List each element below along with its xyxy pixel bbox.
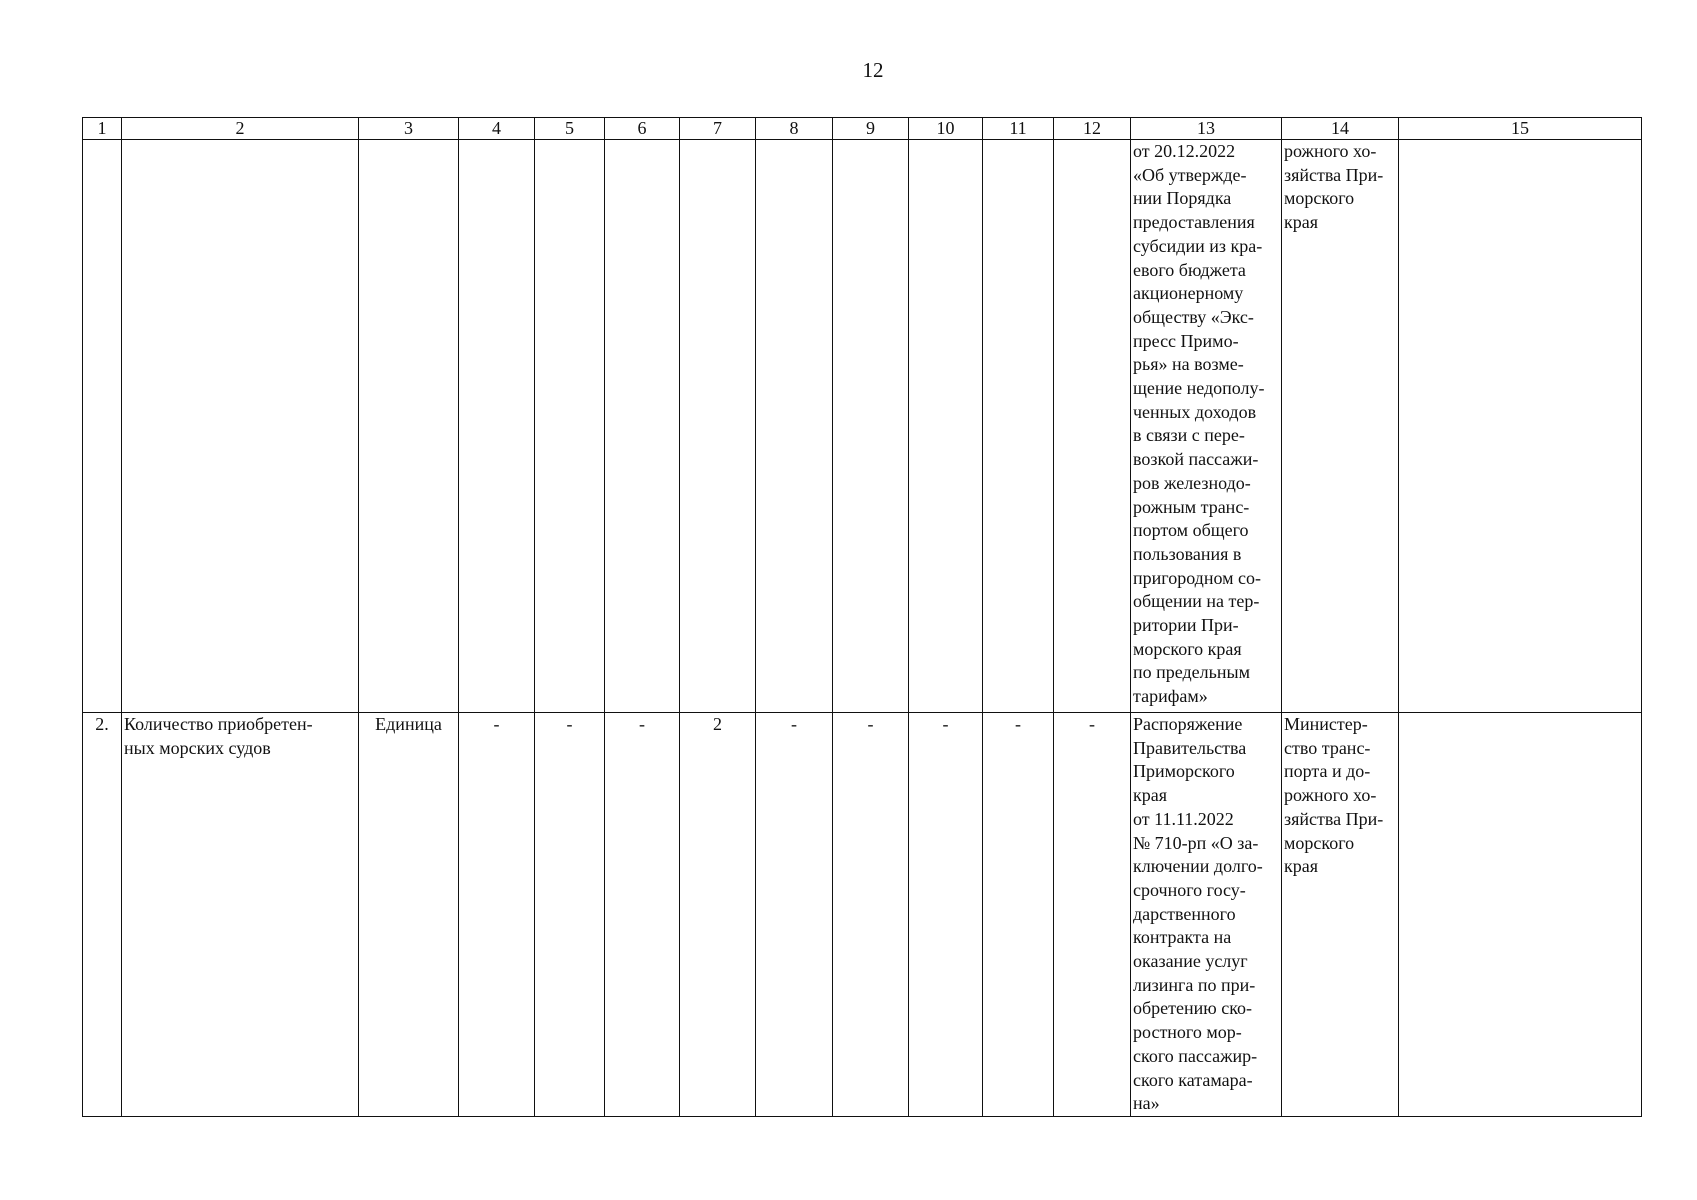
value-cell-12: - — [1054, 713, 1131, 1117]
header-cell-6: 6 — [605, 118, 680, 140]
value-cell-11: - — [983, 713, 1054, 1117]
value-cell-7: 2 — [680, 713, 756, 1117]
unit-cell: Единица — [359, 713, 459, 1117]
value-cell-12 — [1054, 140, 1131, 713]
responsible-body-cell: Министер- ство транс- порта и до- рожного хо- зяйства При- морского края — [1282, 713, 1399, 1117]
header-cell-9: 9 — [833, 118, 909, 140]
header-cell-14: 14 — [1282, 118, 1399, 140]
header-cell-1: 1 — [83, 118, 122, 140]
basis-document-cell: Распоряжение Правительства Приморского края от 11.11.2022 № 710-рп «О за- ключении долго- срочного госу- дарственного контракта на оказание услуг лизинга по при- обретению ско- ростного мор- ского пассажир- ского катамара- на» — [1131, 713, 1282, 1117]
header-cell-5: 5 — [535, 118, 605, 140]
unit-cell — [359, 140, 459, 713]
header-cell-13: 13 — [1131, 118, 1282, 140]
value-cell-4: - — [459, 713, 535, 1117]
header-row — [83, 118, 1642, 140]
header-cell-15: 15 — [1399, 118, 1642, 140]
responsible-body-cell: рожного хо- зяйства При- морского края — [1282, 140, 1399, 713]
indicator-name-cell — [122, 140, 359, 713]
header-cell-4: 4 — [459, 118, 535, 140]
data-table — [82, 117, 1642, 1117]
value-cell-5 — [535, 140, 605, 713]
notes-cell — [1399, 713, 1642, 1117]
header-cell-8: 8 — [756, 118, 833, 140]
value-cell-6 — [605, 140, 680, 713]
row-number-cell — [83, 140, 122, 713]
value-cell-8 — [756, 140, 833, 713]
table-row — [83, 140, 1642, 713]
value-cell-10 — [909, 140, 983, 713]
row-number-cell: 2. — [83, 713, 122, 1117]
header-cell-2: 2 — [122, 118, 359, 140]
value-cell-11 — [983, 140, 1054, 713]
value-cell-7 — [680, 140, 756, 713]
page-number: 12 — [862, 58, 884, 82]
header-cell-10: 10 — [909, 118, 983, 140]
value-cell-5: - — [535, 713, 605, 1117]
value-cell-8: - — [756, 713, 833, 1117]
value-cell-6: - — [605, 713, 680, 1117]
value-cell-9: - — [833, 713, 909, 1117]
table-row — [83, 713, 1642, 1117]
header-cell-12: 12 — [1054, 118, 1131, 140]
notes-cell — [1399, 140, 1642, 713]
value-cell-9 — [833, 140, 909, 713]
indicator-name-cell: Количество приобретен- ных морских судов — [122, 713, 359, 1117]
header-cell-11: 11 — [983, 118, 1054, 140]
value-cell-10: - — [909, 713, 983, 1117]
basis-document-cell: от 20.12.2022 «Об утвержде- нии Порядка предоставления субсидии из кра- евого бюджета акционерному обществу «Экс- пресс Примо- рья» на возме- щение недополу- ченных доходов в связи с пере- возкой пассажи- ров железнодо- рожным транс- портом общего пользования в пригородном со- общении на тер- ритории При- морского края по предельным тарифам» — [1131, 140, 1282, 713]
value-cell-4 — [459, 140, 535, 713]
header-cell-3: 3 — [359, 118, 459, 140]
header-cell-7: 7 — [680, 118, 756, 140]
